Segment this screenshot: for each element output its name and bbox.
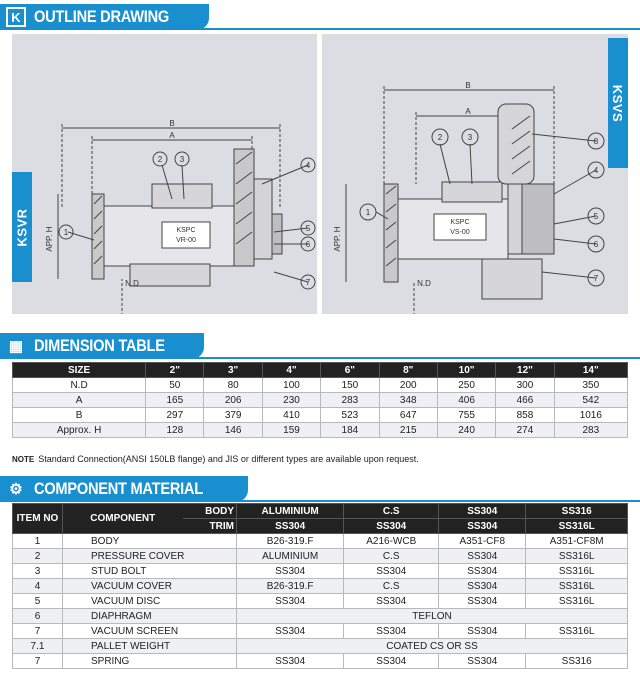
header-rule — [0, 500, 640, 502]
material-cell: SS304 — [237, 594, 344, 609]
dim-header: 8" — [379, 363, 437, 378]
dim-nd-label: N.D — [125, 279, 139, 288]
component-name: STUD BOLT — [63, 564, 237, 579]
dim-header: 6" — [321, 363, 379, 378]
dim-h-label-right: APP. H — [333, 226, 342, 252]
dim-header: 12" — [496, 363, 554, 378]
table-cell: 150 — [321, 378, 379, 393]
body-header: BODY — [183, 504, 237, 519]
item-no: 2 — [13, 549, 63, 564]
nameplate-line2: VR-00 — [176, 237, 196, 244]
table-cell: 230 — [262, 393, 320, 408]
table-cell: 350 — [554, 378, 627, 393]
material-cell: B26-319.F — [237, 534, 344, 549]
outline-drawing-tab — [0, 4, 209, 30]
material-cell: SS304 — [344, 624, 439, 639]
table-cell: 297 — [146, 408, 204, 423]
table-cell: 165 — [146, 393, 204, 408]
body-material: ALUMINIUM — [237, 504, 344, 519]
ksvr-model-tab — [12, 172, 32, 282]
table-cell: 50 — [146, 378, 204, 393]
ksvs-outline-drawing — [322, 34, 628, 314]
table-row — [13, 564, 628, 579]
row-label: Approx. H — [13, 423, 146, 438]
material-cell: A216-WCB — [344, 534, 439, 549]
table-cell: 200 — [379, 378, 437, 393]
table-cell: 466 — [496, 393, 554, 408]
table-row — [13, 609, 628, 624]
ksvs-drawing-panel — [322, 34, 628, 314]
table-cell: 274 — [496, 423, 554, 438]
component-name: DIAPHRAGM — [63, 609, 237, 624]
k-logo-icon: K — [6, 7, 26, 27]
item-no: 7.1 — [13, 639, 63, 654]
material-span-cell: COATED CS OR SS — [237, 639, 628, 654]
callout-7: 7 — [305, 278, 311, 287]
nameplate-right-line2: VS-00 — [450, 229, 470, 236]
callout-5: 5 — [305, 224, 311, 233]
material-cell: SS316L — [526, 564, 628, 579]
item-no: 3 — [13, 564, 63, 579]
material-cell: SS304 — [439, 594, 526, 609]
item-no: 5 — [13, 594, 63, 609]
dim-nd-label-right: N.D — [417, 279, 431, 288]
material-cell: SS304 — [344, 564, 439, 579]
callout-1: 1 — [63, 228, 69, 237]
trim-material: SS304 — [344, 519, 439, 534]
table-cell: 406 — [437, 393, 495, 408]
ksvr-outline-drawing — [12, 34, 317, 314]
material-table-body — [13, 534, 628, 669]
table-cell: 240 — [437, 423, 495, 438]
table-cell: 300 — [496, 378, 554, 393]
ksvs-model-label: KSVS — [610, 84, 626, 122]
component-name: PRESSURE COVER — [63, 549, 237, 564]
body-material: SS304 — [439, 504, 526, 519]
dim-header: 2" — [146, 363, 204, 378]
material-cell: SS304 — [439, 579, 526, 594]
callout-r4: 4 — [593, 166, 599, 175]
table-cell: 206 — [204, 393, 262, 408]
table-row — [13, 408, 628, 423]
table-cell: 410 — [262, 408, 320, 423]
body-material: C.S — [344, 504, 439, 519]
table-cell: 184 — [321, 423, 379, 438]
callout-r1: 1 — [365, 208, 371, 217]
callout-r5: 5 — [593, 212, 599, 221]
dim-a-label: A — [169, 131, 175, 140]
callout-2: 2 — [157, 155, 163, 164]
dimension-table — [12, 362, 628, 438]
item-no: 7 — [13, 624, 63, 639]
material-cell: SS304 — [237, 654, 344, 669]
item-no-header: ITEM NO — [13, 504, 63, 534]
material-cell: SS304 — [439, 654, 526, 669]
outline-drawing-title: OUTLINE DRAWING — [34, 7, 170, 26]
item-no: 6 — [13, 609, 63, 624]
table-cell: 128 — [146, 423, 204, 438]
component-material-header — [0, 476, 640, 502]
component-name: BODY — [63, 534, 237, 549]
trim-material: SS304 — [237, 519, 344, 534]
callout-r6: 6 — [593, 240, 599, 249]
table-cell: 542 — [554, 393, 627, 408]
dim-header-size: SIZE — [13, 363, 146, 378]
table-row — [13, 393, 628, 408]
dim-b-label: B — [169, 119, 175, 128]
table-cell: 858 — [496, 408, 554, 423]
ksvr-model-label: KSVR — [14, 207, 30, 247]
component-material-tab — [0, 476, 248, 502]
table-cell: 80 — [204, 378, 262, 393]
component-name: SPRING — [63, 654, 237, 669]
material-cell: A351-CF8M — [526, 534, 628, 549]
trim-material: SS316L — [526, 519, 628, 534]
dim-header: 4" — [262, 363, 320, 378]
note-text: Standard Connection(ANSI 150LB flange) and JIS or different types are available upon request. — [38, 454, 419, 464]
trim-header: TRIM — [183, 519, 237, 534]
gear-icon: ⚙ — [9, 481, 23, 498]
material-cell: ALUMINIUM — [237, 549, 344, 564]
material-cell: SS304 — [439, 624, 526, 639]
trim-material: SS304 — [439, 519, 526, 534]
callout-4: 4 — [305, 161, 311, 170]
dimension-table-header — [0, 333, 640, 359]
nameplate-right-line1: KSPC — [450, 219, 470, 226]
table-cell: 283 — [321, 393, 379, 408]
table-row — [13, 594, 628, 609]
callout-r3: 3 — [467, 133, 473, 142]
material-cell: SS316 — [526, 654, 628, 669]
material-cell: SS316L — [526, 579, 628, 594]
table-cell: 250 — [437, 378, 495, 393]
table-cell: 348 — [379, 393, 437, 408]
component-name: VACUUM COVER — [63, 579, 237, 594]
material-cell: SS316L — [526, 624, 628, 639]
table-cell: 755 — [437, 408, 495, 423]
dim-header: 3" — [204, 363, 262, 378]
header-rule — [0, 28, 640, 30]
ksvs-model-tab — [608, 38, 628, 168]
header-rule — [0, 357, 640, 359]
row-label: A — [13, 393, 146, 408]
ksvr-drawing-panel — [12, 34, 317, 314]
table-row — [13, 549, 628, 564]
component-header: COMPONENT — [63, 504, 183, 534]
material-cell: A351-CF8 — [439, 534, 526, 549]
table-row — [13, 624, 628, 639]
dimension-table-title: DIMENSION TABLE — [34, 336, 165, 355]
material-cell: SS304 — [237, 624, 344, 639]
dimension-note — [12, 454, 419, 464]
callout-6: 6 — [305, 240, 311, 249]
component-name: VACUUM DISC — [63, 594, 237, 609]
callout-3: 3 — [179, 155, 185, 164]
material-cell: C.S — [344, 579, 439, 594]
item-no: 4 — [13, 579, 63, 594]
table-cell: 215 — [379, 423, 437, 438]
callout-r2: 2 — [437, 133, 443, 142]
component-name: PALLET WEIGHT — [63, 639, 237, 654]
table-row — [13, 579, 628, 594]
material-cell: SS316L — [526, 594, 628, 609]
table-row — [13, 639, 628, 654]
table-cell: 379 — [204, 408, 262, 423]
table-row — [13, 378, 628, 393]
row-label: B — [13, 408, 146, 423]
material-table — [12, 503, 628, 669]
item-no: 1 — [13, 534, 63, 549]
component-material-title: COMPONENT MATERIAL — [34, 479, 203, 498]
note-label: NOTE — [12, 455, 35, 464]
table-row — [13, 423, 628, 438]
dimension-table-tab — [0, 333, 204, 359]
table-cell: 1016 — [554, 408, 627, 423]
ruler-icon: ▦ — [8, 338, 24, 355]
table-row — [13, 654, 628, 669]
dimension-table-body — [13, 378, 628, 438]
material-cell: SS316L — [526, 549, 628, 564]
table-cell: 100 — [262, 378, 320, 393]
callout-r7: 7 — [593, 274, 599, 283]
material-cell: SS304 — [237, 564, 344, 579]
dim-header: 10" — [437, 363, 495, 378]
material-cell: SS304 — [439, 564, 526, 579]
outline-drawing-header — [0, 4, 640, 30]
callout-r8: 8 — [593, 137, 599, 146]
table-cell: 283 — [554, 423, 627, 438]
material-span-cell: TEFLON — [237, 609, 628, 624]
table-cell: 159 — [262, 423, 320, 438]
item-no: 7 — [13, 654, 63, 669]
material-cell: C.S — [344, 549, 439, 564]
material-cell: SS304 — [344, 654, 439, 669]
dim-a-label-right: A — [465, 107, 471, 116]
nameplate-line1: KSPC — [176, 227, 196, 234]
material-cell: SS304 — [344, 594, 439, 609]
component-name: VACUUM SCREEN — [63, 624, 237, 639]
dim-h-label: APP. H — [45, 226, 54, 252]
dim-b-label-right: B — [465, 81, 471, 90]
table-cell: 146 — [204, 423, 262, 438]
body-material: SS316 — [526, 504, 628, 519]
table-cell: 523 — [321, 408, 379, 423]
row-label: N.D — [13, 378, 146, 393]
dim-header: 14" — [554, 363, 627, 378]
material-cell: B26-319.F — [237, 579, 344, 594]
material-cell: SS304 — [439, 549, 526, 564]
table-cell: 647 — [379, 408, 437, 423]
table-row — [13, 534, 628, 549]
